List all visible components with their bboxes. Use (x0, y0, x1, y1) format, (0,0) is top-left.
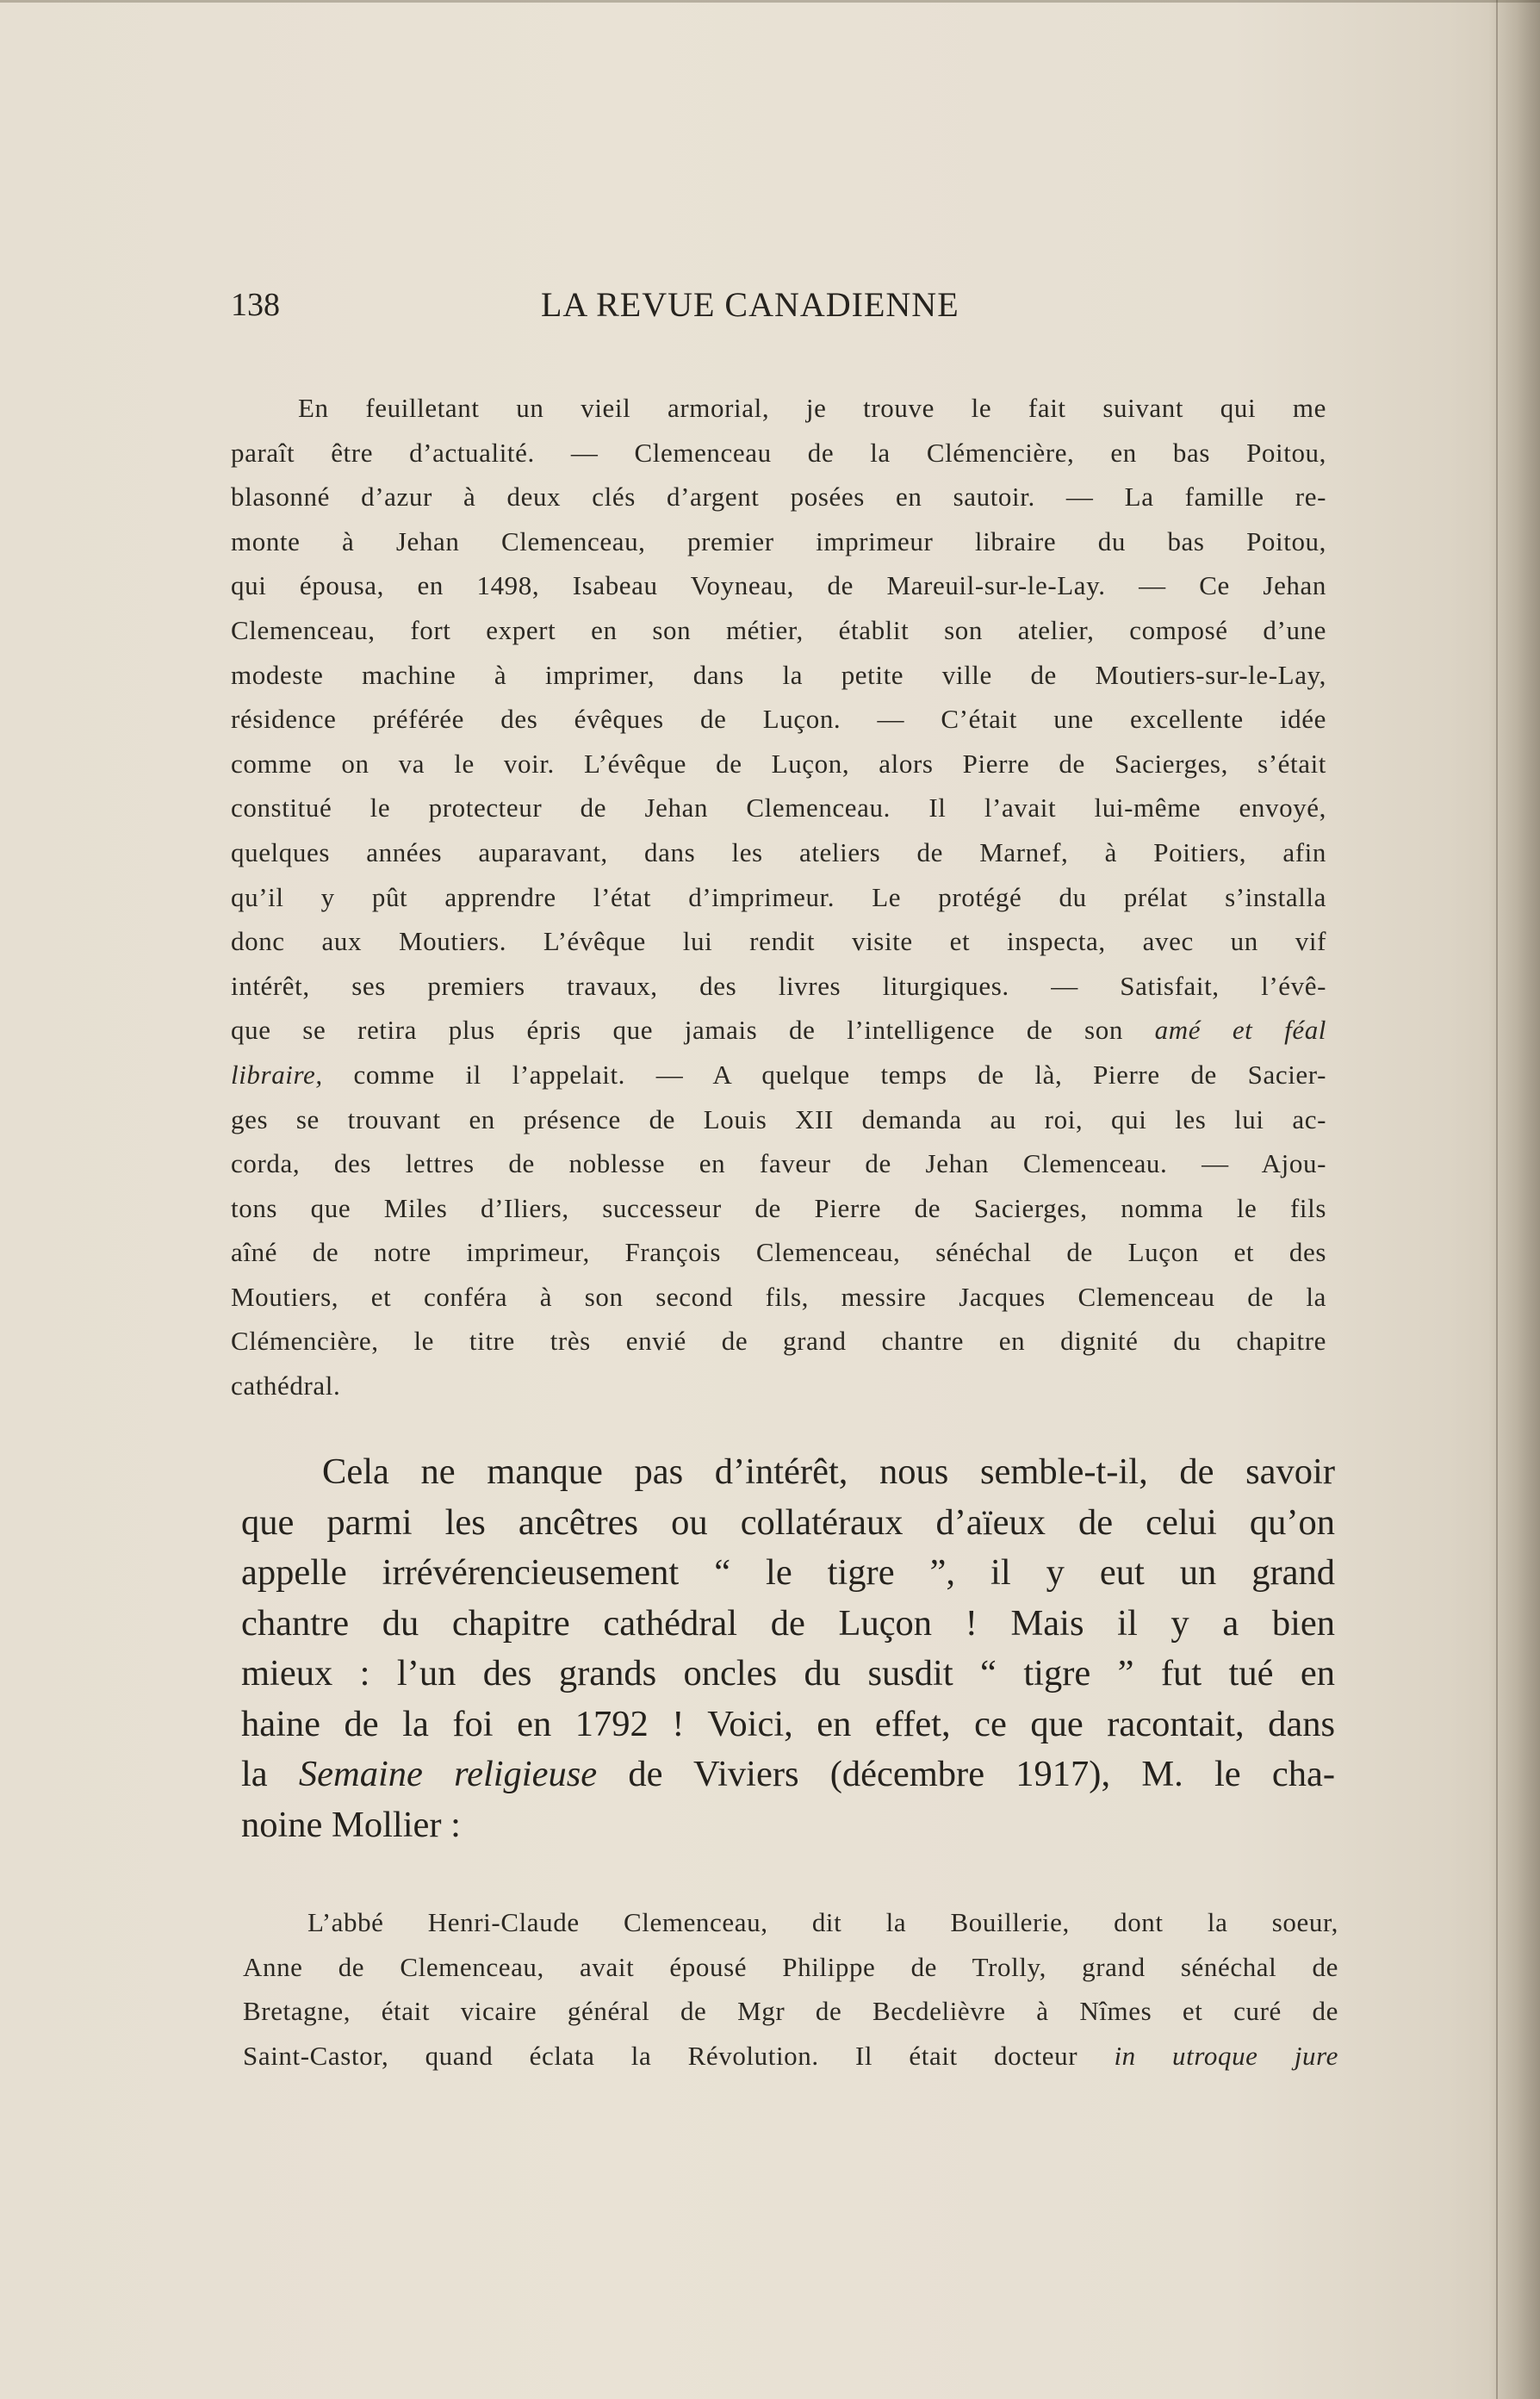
text-line: cathédral. (231, 1370, 341, 1401)
italic-segment: in utroque jure (1114, 2040, 1338, 2071)
text-segment: Saint-Castor, quand éclata la Révolution. Il était docteur (243, 2040, 1115, 2071)
text-line-mixed (231, 1053, 1326, 1097)
text-line: que parmi les ancêtres ou collatéraux d’aïeux de celui qu’on (241, 1501, 1335, 1543)
italic-segment: Semaine religieuse (298, 1754, 598, 1794)
running-title: LA REVUE CANADIENNE (541, 285, 959, 324)
text-line: aîné de notre imprimeur, François Clemenceau, sénéchal de Luçon et des (231, 1237, 1326, 1268)
text-line: qu’il y pût apprendre l’état d’imprimeur. Le protégé du prélat s’installa (231, 881, 1326, 912)
page-top-edge (0, 0, 1540, 3)
text-line-mixed (231, 1008, 1326, 1053)
text-line: corda, des lettres de noblesse en faveur de Jehan Clemenceau. — Ajou- (231, 1148, 1326, 1179)
text-line: appelle irrévérencieusement “ le tigre ”, il y eut un grand (241, 1552, 1335, 1593)
text-segment: que se retira plus épris que jamais de l’intelligence de son (231, 1015, 1155, 1046)
text-line: constitué le protecteur de Jehan Clemenceau. Il l’avait lui-même envoyé, (231, 792, 1326, 823)
text-line: Bretagne, était vicaire général de Mgr de Becdelièvre à Nîmes et curé de (243, 1996, 1338, 2027)
text-line: ges se trouvant en présence de Louis XII demanda au roi, qui les lui ac- (231, 1103, 1326, 1134)
text-line: tons que Miles d’Iliers, successeur de Pierre de Sacierges, nomma le fils (231, 1192, 1326, 1223)
text-line: Clémencière, le titre très envié de grand chantre en dignité du chapitre (231, 1326, 1326, 1357)
text-line: modeste machine à imprimer, dans la petite ville de Moutiers-sur-le-Lay, (231, 659, 1326, 690)
italic-segment: amé et féal (1154, 1015, 1326, 1046)
text-line: mieux : l’un des grands oncles du susdit “ tigre ” fut tué en (241, 1653, 1335, 1694)
book-gutter-line (1496, 0, 1498, 2399)
text-line: Clemenceau, fort expert en son métier, établit son atelier, composé d’une (231, 614, 1326, 645)
text-segment: la (241, 1754, 299, 1794)
text-line: monte à Jehan Clemenceau, premier imprimeur libraire du bas Poitou, (231, 525, 1326, 556)
text-line: Anne de Clemenceau, avait épousé Philippe de Trolly, grand sénéchal de (243, 1951, 1338, 1982)
text-line: qui épousa, en 1498, Isabeau Voyneau, de Mareuil-sur-le-Lay. — Ce Jehan (231, 570, 1326, 601)
text-line: comme on va le voir. L’évêque de Luçon, alors Pierre de Sacierges, s’était (231, 748, 1326, 779)
text-line: En feuilletant un vieil armorial, je trouve le fait suivant qui me (298, 393, 1326, 423)
text-line: paraît être d’actualité. — Clemenceau de la Clémencière, en bas Poitou, (231, 437, 1326, 468)
page-number: 138 (231, 287, 280, 323)
text-segment: comme il l’appelait. — A quelque temps de là, Pierre de Sacier- (322, 1059, 1326, 1090)
paragraph-commentary (241, 1447, 1335, 1850)
text-line: haine de la foi en 1792 ! Voici, en effet, ce que racontait, dans (241, 1703, 1335, 1744)
text-line: intérêt, ses premiers travaux, des livres liturgiques. — Satisfait, l’évê- (231, 970, 1326, 1001)
text-line: chantre du chapitre cathédral de Luçon ! Mais il y a bien (241, 1602, 1335, 1644)
paragraph-armorial (231, 386, 1326, 1408)
text-line-mixed (241, 1750, 1335, 1800)
text-line-mixed (243, 2034, 1338, 2079)
text-line: L’abbé Henri-Claude Clemenceau, dit la Bouillerie, dont la soeur, (307, 1907, 1338, 1937)
running-header (231, 277, 1032, 329)
text-line: blasonné d’azur à deux clés d’argent posées en sautoir. — La famille re- (231, 482, 1326, 513)
italic-segment: libraire, (231, 1059, 323, 1090)
text-line: Moutiers, et conféra à son second fils, messire Jacques Clemenceau de la (231, 1281, 1326, 1312)
paragraph-quotation (243, 1900, 1338, 2078)
text-line: résidence préférée des évêques de Luçon. — C’était une excellente idée (231, 704, 1326, 735)
text-line: donc aux Moutiers. L’évêque lui rendit visite et inspecta, avec un vif (231, 926, 1326, 957)
text-line: quelques années auparavant, dans les ateliers de Marnef, à Poitiers, afin (231, 836, 1326, 867)
text-line: noine Mollier : (241, 1804, 461, 1845)
text-segment: de Viviers (décembre 1917), M. le cha- (597, 1754, 1335, 1794)
text-line: Cela ne manque pas d’intérêt, nous semble-t-il, de savoir (322, 1451, 1335, 1492)
